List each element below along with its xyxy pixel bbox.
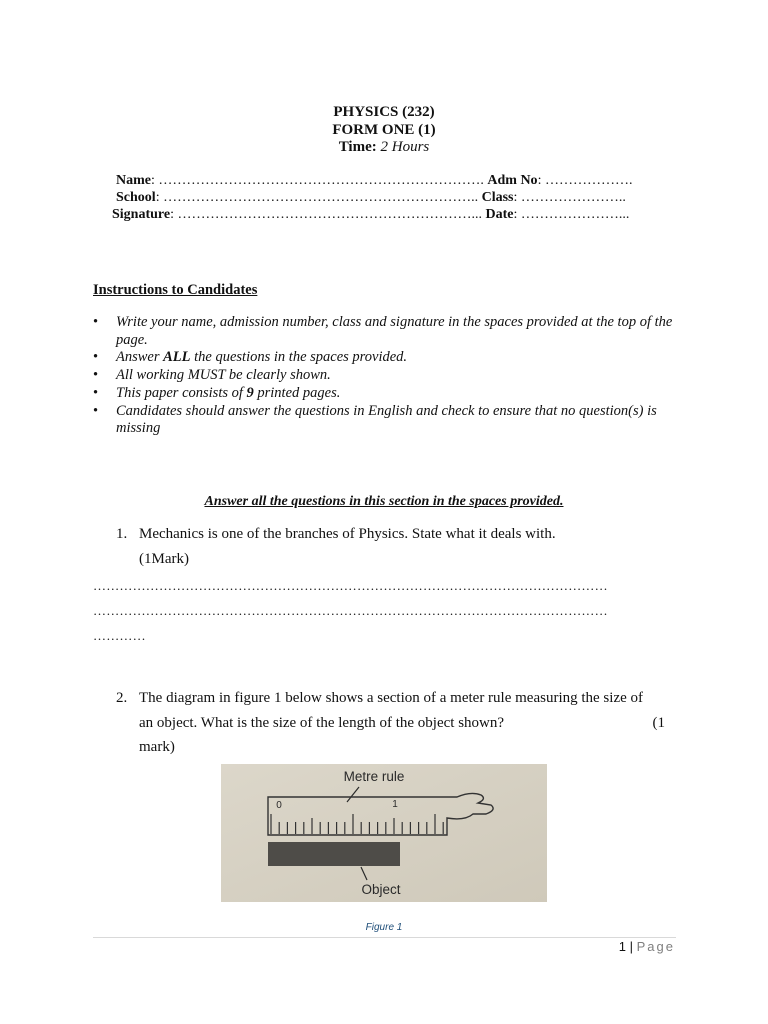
q2-marks-a: (1 [652,714,665,731]
q2-text: The diagram in figure 1 below shows a section of a meter rule measuring the size of an object. What is the size of the length of the object shown? (1 mark) [139,686,679,760]
page-word: Page [636,939,675,954]
bullet-icon: • [93,314,99,330]
page-number: 1 [618,939,627,954]
name-field [116,172,632,189]
list-item: • Candidates should answer the questions in English and check to ensure that no question(s) is missing [93,402,657,437]
q2-marks-b: mark) [139,739,175,755]
footer-divider [93,937,676,938]
time-label: Time: [338,139,377,155]
exam-time [0,139,768,156]
school-dots: : ………………………………………………………….. [155,190,479,205]
q1-answer-line-1: ……………………………………………………………………………………………………… [93,578,608,593]
figure-caption: Figure 1 [365,922,403,933]
q1-answer-line-2: ……………………………………………………………………………………………………… [93,603,608,618]
time-value: 2 Hours [380,139,430,155]
class-label: Class [481,190,514,205]
signature-dots: : ………………………………………………………... [170,207,482,222]
q1-number: 1. [116,526,128,542]
tick-label-1: 1 [392,799,398,810]
signature-field [112,206,629,223]
adm-dots: : ………………. [537,173,633,188]
figure-metre-rule [221,764,547,902]
list-item: • This paper consists of 9 printed pages. [93,384,341,401]
bullet-icon: • [93,367,99,384]
object-bar [268,842,400,866]
page-footer: 1 | Page [618,939,675,954]
bullet-icon: • [93,384,99,401]
metre-rule-drawing [221,764,547,902]
list-item: • All working MUST be clearly shown. [93,367,331,384]
instructions-list [93,314,678,438]
list-item: • Answer ALL the questions in the spaces provided. [93,349,408,366]
exam-form: FORM ONE (1) [332,122,436,138]
name-label: Name [116,173,151,188]
section-heading: Answer all the questions in this section in the spaces provided. [204,494,564,509]
adm-label: Adm No [487,173,538,188]
q1-answer-line-3: ………… [93,628,146,643]
name-dots: : ……………………………………………………………. [151,173,484,188]
q1-marks: (1Mark) [139,550,189,567]
signature-label: Signature [112,207,171,222]
school-label: School [116,190,156,205]
tick-label-0: 0 [276,800,282,811]
rule-label: Metre rule [343,769,405,784]
instructions-title: Instructions to Candidates [93,282,258,298]
object-label: Object [361,882,401,897]
exam-subject: PHYSICS (232) [333,104,435,120]
date-label: Date [485,207,514,222]
date-dots: : …………………... [513,207,630,222]
school-field [116,189,626,206]
q1-text: Mechanics is one of the branches of Physics. State what it deals with. (1Mark) [139,522,679,571]
class-dots: : ………………….. [513,190,626,205]
bullet-icon: • [93,402,99,419]
list-item: • Write your name, admission number, class and signature in the spaces provided at the top of the page. [93,314,673,348]
q2-number: 2. [116,690,128,706]
bullet-icon: • [93,349,99,366]
